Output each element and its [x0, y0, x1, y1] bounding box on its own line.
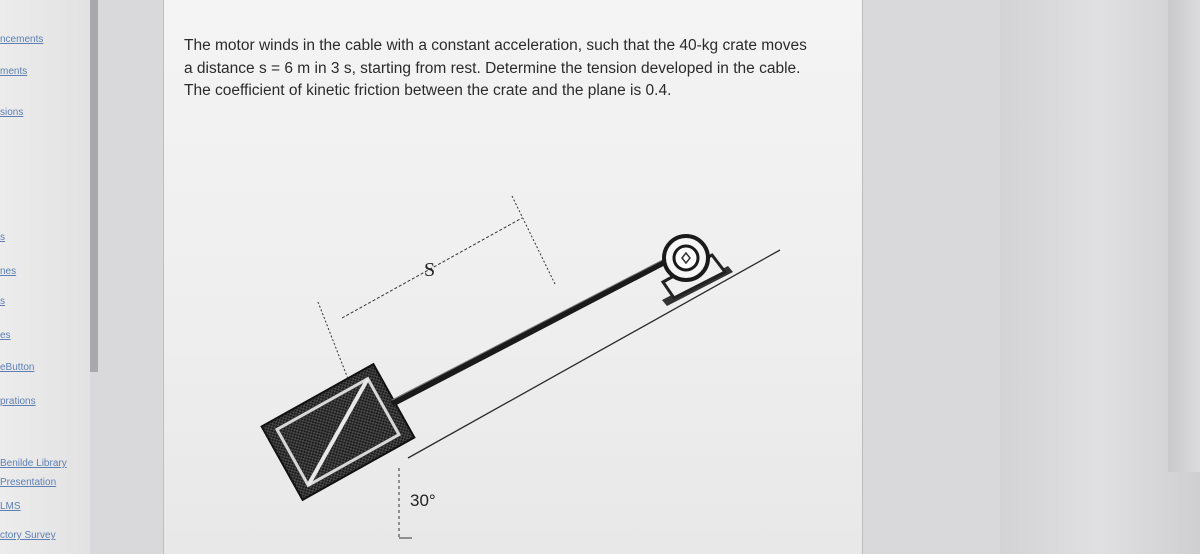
sidebar-link-presentation[interactable]: Presentation [0, 477, 57, 488]
distance-label: S [424, 259, 436, 281]
incline-surface [408, 250, 780, 458]
problem-line-1: The motor winds in the cable with a constant acceleration, such that the 40-kg crate moves [184, 37, 807, 54]
sidebar-link-bigbluebutton[interactable]: eButton [0, 362, 35, 373]
dimension-tick-right [512, 196, 555, 284]
sidebar-link-collaborations[interactable]: prations [0, 396, 36, 407]
sidebar-link-modules[interactable]: nes [0, 266, 17, 277]
sidebar-link-announcements[interactable]: ncements [0, 34, 44, 45]
crate [262, 364, 415, 500]
sidebar-link-lms[interactable]: LMS [0, 501, 21, 512]
sidebar-link-discussions[interactable]: sions [0, 107, 24, 118]
dimension-tick-left [318, 302, 350, 384]
sidebar-link-outcomes[interactable]: es [0, 330, 11, 341]
sidebar-link-assignments[interactable]: ments [0, 66, 28, 77]
sidebar-link-pages[interactable]: s [0, 232, 5, 243]
cable [392, 254, 680, 404]
angle-label: 30° [410, 491, 436, 510]
problem-line-2: a distance s = 6 m in 3 s, starting from rest. Determine the tension developed in the cable. [184, 59, 801, 77]
sidebar-link-quizzes[interactable]: s [0, 296, 5, 307]
problem-line-3: The coefficient of kinetic friction between the crate and the plane is 0.4. [184, 82, 672, 99]
sidebar-link-library[interactable]: Benilde Library [0, 458, 67, 469]
sidebar-link-survey[interactable]: ctory Survey [0, 530, 56, 541]
